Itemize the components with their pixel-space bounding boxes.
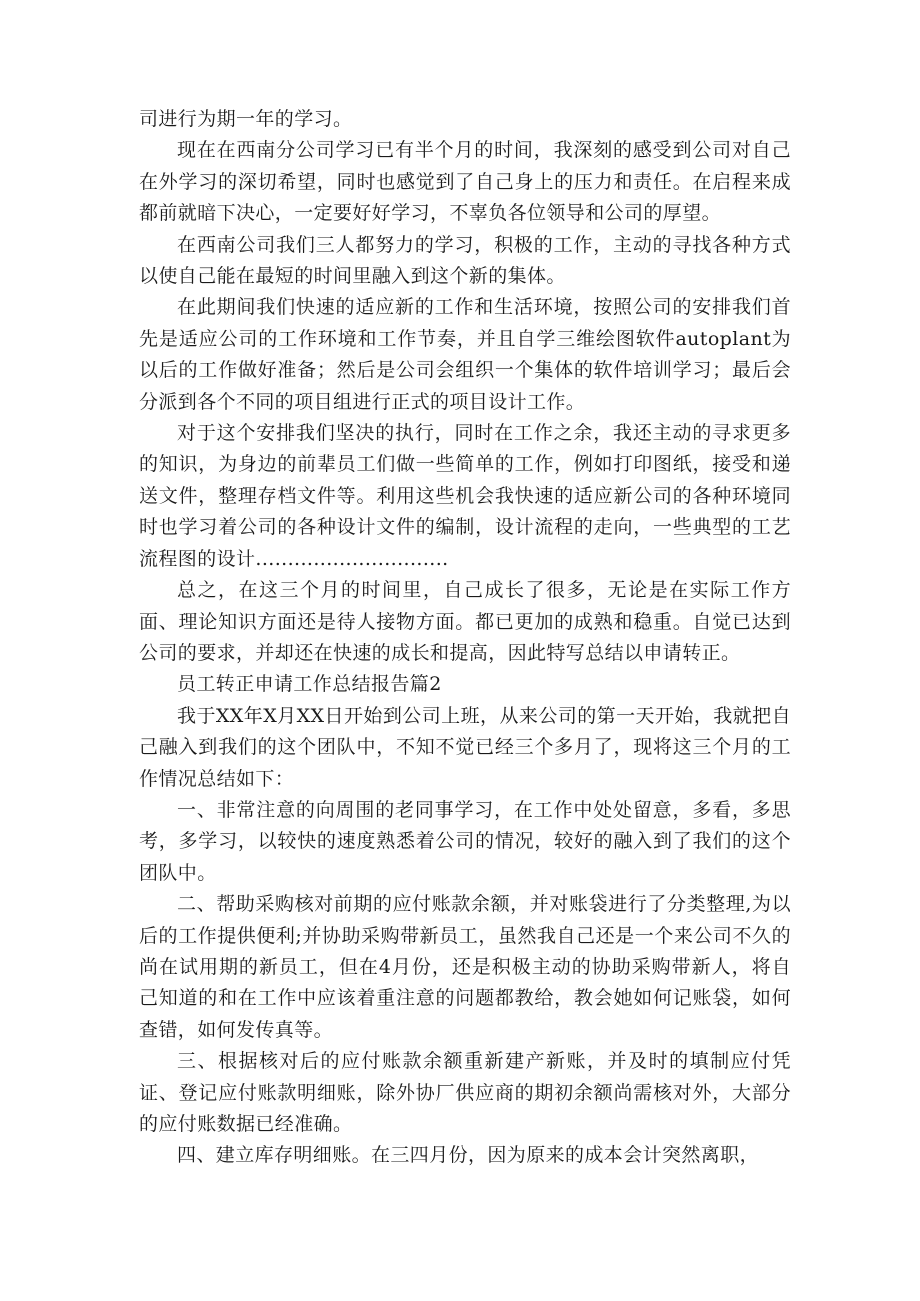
paragraph: 对于这个安排我们坚决的执行，同时在工作之余，我还主动的寻求更多的知识，为身边的前辈员工们做一些简单的工作，例如打印图纸，接受和递送文件，整理存档文件等。利用这些机会我快速的适应新公司的各种环境同时也学习着公司的各种设计文件的编制，设计流程的走向，一些典型的工艺流程图的设计.............................. [139, 422, 791, 570]
paragraph: 现在在西南分公司学习已有半个月的时间，我深刻的感受到公司对自己在外学习的深切希望，同时也感觉到了自己身上的压力和责任。在启程来成都前就暗下决心，一定要好好学习，不辜负各位领导和公司的厚望。 [139, 139, 791, 225]
paragraph: 我于XX年X月XX日开始到公司上班，从来公司的第一天开始，我就把自己融入到我们的这个团队中，不知不觉已经三个多月了，现将这三个月的工作情况总结如下： [139, 704, 791, 790]
list-item: 三、根据核对后的应付账款余额重新建产新账，并及时的填制应付凭证、登记应付账款明细账，除外协厂供应商的期初余额尚需核对外，大部分的应付账数据已经准确。 [139, 1050, 791, 1135]
paragraph: 在西南公司我们三人都努力的学习，积极的工作，主动的寻找各种方式以使自己能在最短的时间里融入到这个新的集体。 [139, 233, 791, 288]
list-item: 二、帮助采购核对前期的应付账款余额，并对账袋进行了分类整理,为以后的工作提供便利;并协助采购带新员工，虽然我自己还是一个来公司不久的尚在试用期的新员工，但在4月份，还是积极主动的协助采购带新人，将自己知道的和在工作中应该着重注意的问题都教给，教会她如何记账袋，如何查错，如何发传真等。 [139, 893, 791, 1041]
list-item: 四、建立库存明细账。在三四月份，因为原来的成本会计突然离职， [177, 1144, 760, 1167]
paragraph-continuation: 司进行为期一年的学习。 [139, 108, 353, 130]
paragraph: 总之，在这三个月的时间里，自己成长了很多，无论是在实际工作方面、理论知识方面还是待人接物方面。都已更加的成熟和稳重。自觉已达到公司的要求，并却还在快速的成长和提高，因此特写总结以申请转正。 [139, 579, 791, 664]
document-body [139, 104, 791, 1172]
list-item: 一、非常注意的向周围的老同事学习，在工作中处处留意，多看，多思考，多学习，以较快的速度熟悉着公司的情况，较好的融入到了我们的这个团队中。 [139, 798, 791, 884]
section-heading: 员工转正申请工作总结报告篇2 [177, 673, 442, 696]
paragraph: 在此期间我们快速的适应新的工作和生活环境，按照公司的安排我们首先是适应公司的工作环境和工作节奏，并且自学三维绘图软件autoplant为以后的工作做好准备；然后是公司会组织一个集体的软件培训学习；最后会分派到各个不同的项目组进行正式的项目设计工作。 [139, 296, 791, 413]
